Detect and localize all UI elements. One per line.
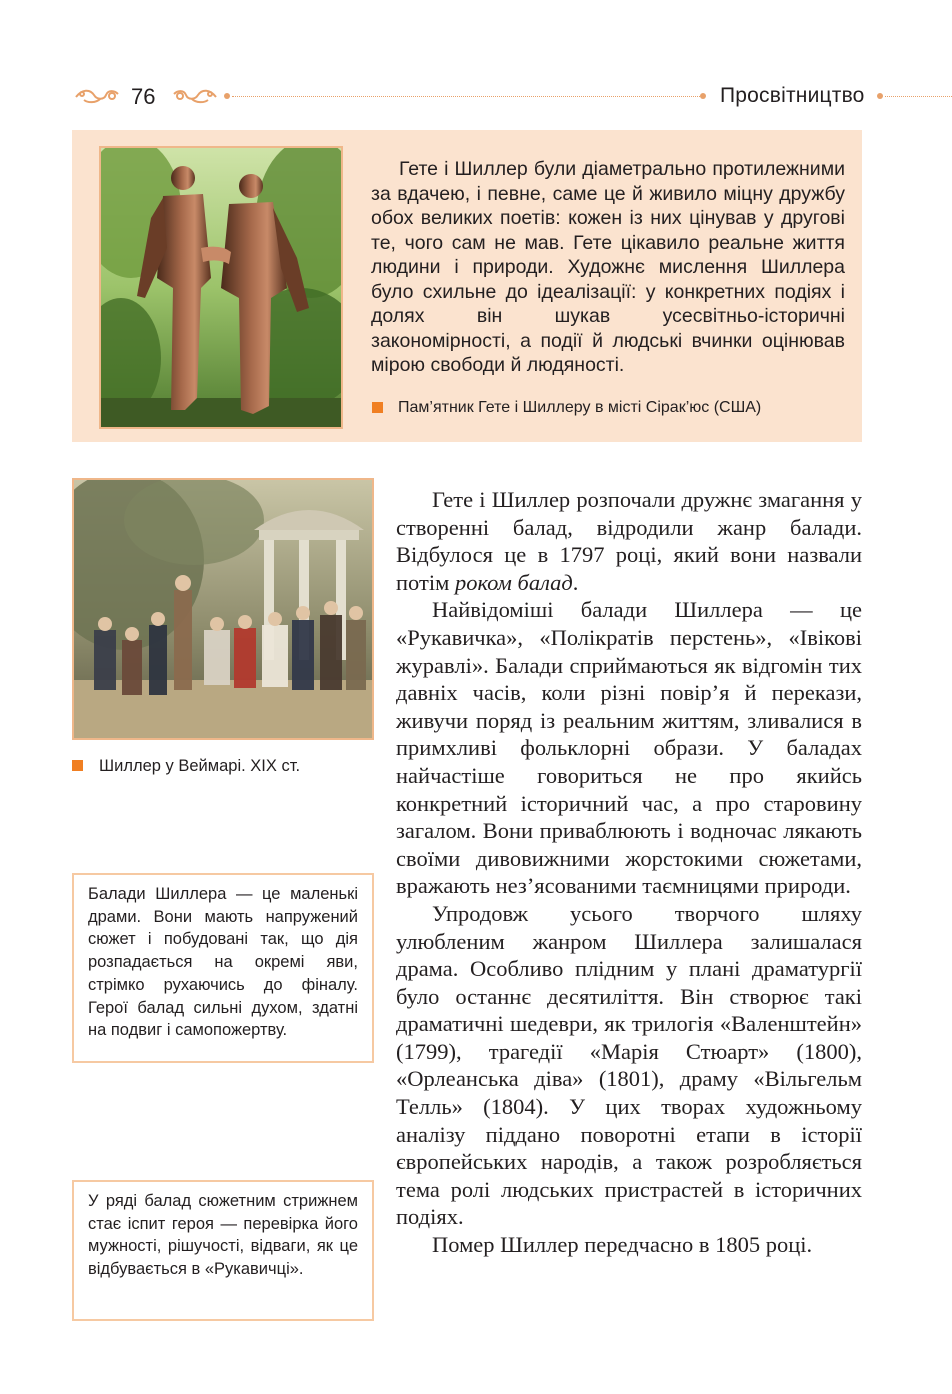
- monument-caption: Пам’ятник Гете і Шиллеру в місті Сірак’юс (США): [398, 399, 762, 416]
- header-dot: [224, 93, 230, 99]
- paragraph-2: Найвідоміші балади Шиллера — це «Рукавичка», «Полікратів перстень», «Івікові журавлі». Балади сприймаються як відгомін тих давніх часів, коли різні повір’я й перекази, живучи поряд із реальним життям, зливалися в примхливі фольклорні образи. У баладах найчастіше говориться не про якийсь конкретний історичний час, а про старовину загалом. Вони приваблюють і водночас лякають своїми дивовижними жорстокими сюжетами, вражають нез’ясованими таємницями природи.: [396, 597, 862, 899]
- paragraph-1: [396, 486, 862, 596]
- caption-bullet-icon: [72, 760, 83, 771]
- header-rule: [232, 96, 702, 97]
- panel-text: Гете і Шиллер були діаметрально протилежними за вдачею, і певне, саме це й живило міцну дружбу обох великих поетів: кожен із них цінував у другові те, чого сам не мав. Гете цікавило реальне життя людини і природи. Художнє мислення Шиллера було схильне до ідеалізації: у конкретних подіях і долях він шукав усесвітньо-історичні закономірності, а події й людські вчинки оцінював мірою свободи й людяності.: [371, 158, 845, 376]
- header-dot: [877, 93, 883, 99]
- sidebox-ballads-drama: [72, 873, 374, 1063]
- paragraph-1-end: .: [572, 569, 579, 595]
- left-ornament-icon: [74, 84, 122, 106]
- sidebox-hero-trial-text: У ряді балад сюжетним стрижнем стає іспит героя — перевірка його мужності, рішучості, відваги, як це відбувається в «Рукавичці».: [88, 1192, 358, 1279]
- paragraph-1-text: Гете і Шиллер розпочали дружнє змагання у створенні балад, відродили жанр балади. Відбулося це в 1797 році, який вони назвали потім: [396, 487, 862, 595]
- main-article: [396, 486, 862, 1259]
- paragraph-3: Упродовж усього творчого шляху улюбленим жанром Шиллера залишалася драма. Особливо плідним у плані драматургії було останнє десятиліття. Він створює такі драматичні шедеври, як трилогія «Валенштейн» (1799), трагедії «Марія Стюарт» (1800), «Орлеанська діва» (1801), драму «Вільгельм Телль» (1804). У цих творах художньому аналізу піддано поворотні етапи в історії європейських народів, а також розробляється тема ролі людських пристрастей в історичних подіях.: [396, 900, 862, 1230]
- paragraph-1-emphasis: роком балад: [454, 569, 573, 595]
- goethe-schiller-monument-photo: [99, 146, 343, 429]
- right-ornament-icon: [170, 84, 218, 106]
- page-number: 76: [131, 84, 156, 109]
- sidebox-ballads-drama-text: Балади Шиллера — це маленькі драми. Вони мають напружений сюжет і побудовані так, що дія розпадається на окремі яви, стрімко рухаючись до фіналу. Герої балад сильні духом, здатні на подвиг і самопожертву.: [88, 885, 358, 1040]
- caption-bullet-icon: [372, 402, 383, 413]
- section-title: Просвітництво: [720, 84, 865, 107]
- schiller-in-weimar-painting: [72, 478, 374, 740]
- paragraph-4: Помер Шиллер передчасно в 1805 році.: [432, 1232, 813, 1258]
- header-dot: [700, 93, 706, 99]
- header-rule: [885, 96, 952, 97]
- sidebox-hero-trial: [72, 1180, 374, 1321]
- painting-caption: Шиллер у Веймарі. XIX ст.: [99, 757, 301, 775]
